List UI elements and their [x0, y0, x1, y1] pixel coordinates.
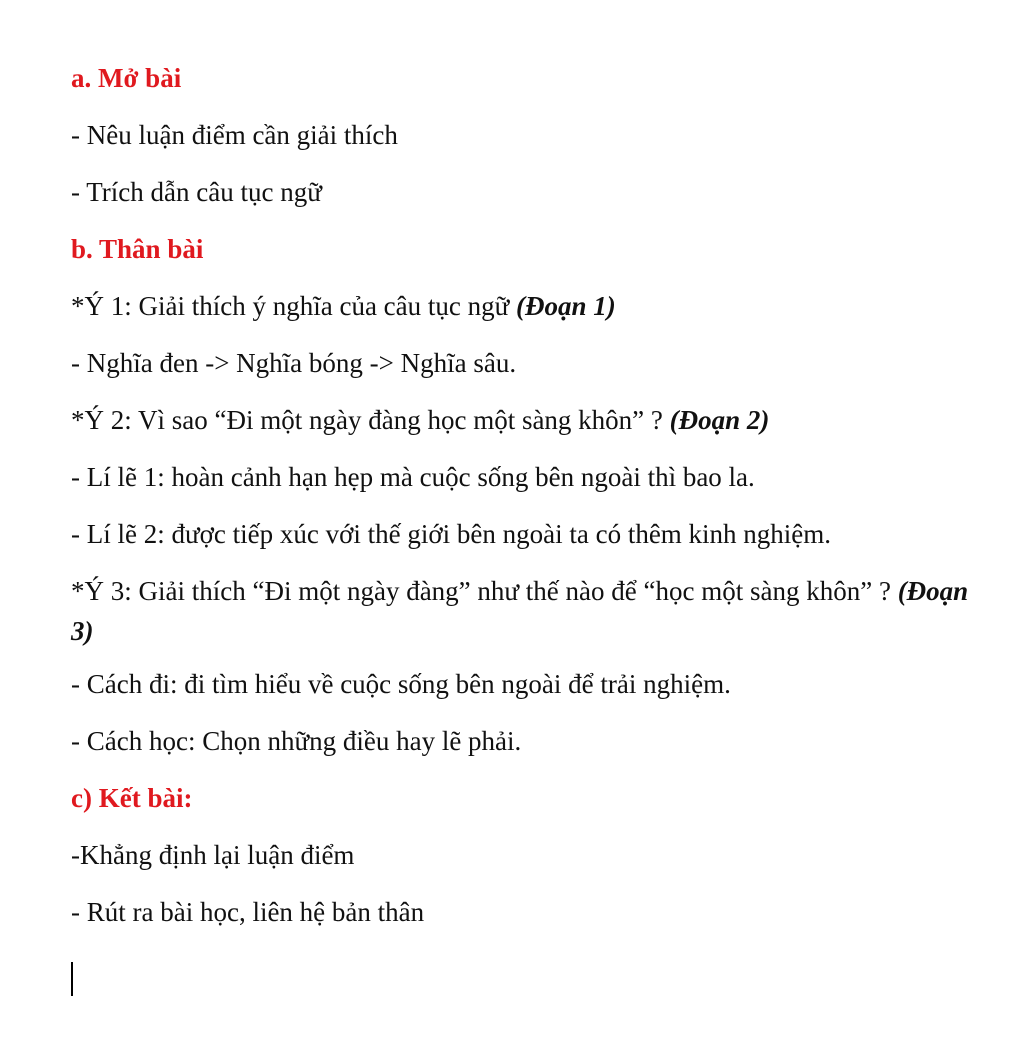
conclusion-item-1: -Khẳng định lại luận điểm [71, 840, 355, 870]
text-cursor [71, 962, 73, 996]
intro-item-2: - Trích dẫn câu tục ngữ [71, 177, 322, 207]
document-body[interactable] [71, 58, 1011, 949]
body-point-3-text: *Ý 3: Giải thích “Đi một ngày đàng” như thế nào để “học một sàng khôn” ? [71, 576, 898, 606]
paragraph-ref-1: (Đoạn 1) [516, 291, 616, 321]
body-point-2-reason-1: - Lí lẽ 1: hoàn cảnh hạn hẹp mà cuộc sống bên ngoài thì bao la. [71, 462, 755, 492]
body-point-2-text: *Ý 2: Vì sao “Đi một ngày đàng học một sàng khôn” ? [71, 405, 670, 435]
body-point-2-reason-2: - Lí lẽ 2: được tiếp xúc với thế giới bên ngoài ta có thêm kinh nghiệm. [71, 519, 832, 549]
body-point-1-text: *Ý 1: Giải thích ý nghĩa của câu tục ngữ [71, 291, 517, 321]
body-point-3 [71, 571, 1011, 651]
paragraph-ref-2: (Đoạn 2) [669, 405, 770, 435]
body-point-2 [71, 400, 1011, 440]
body-point-3-detail-1: - Cách đi: đi tìm hiểu về cuộc sống bên ngoài để trải nghiệm. [71, 669, 731, 699]
intro-item-1: - Nêu luận điểm cần giải thích [71, 120, 398, 150]
body-point-1 [71, 286, 1011, 326]
paragraph-ref-3: (Đoạn 3) [71, 576, 969, 646]
heading-mo-bai: a. Mở bài [71, 63, 182, 93]
conclusion-item-2: - Rút ra bài học, liên hệ bản thân [71, 897, 425, 927]
heading-ket-bai: c) Kết bài: [71, 783, 193, 813]
body-point-1-detail: - Nghĩa đen -> Nghĩa bóng -> Nghĩa sâu. [71, 348, 517, 378]
body-point-3-detail-2: - Cách học: Chọn những điều hay lẽ phải. [71, 726, 522, 756]
heading-than-bai: b. Thân bài [71, 234, 204, 264]
